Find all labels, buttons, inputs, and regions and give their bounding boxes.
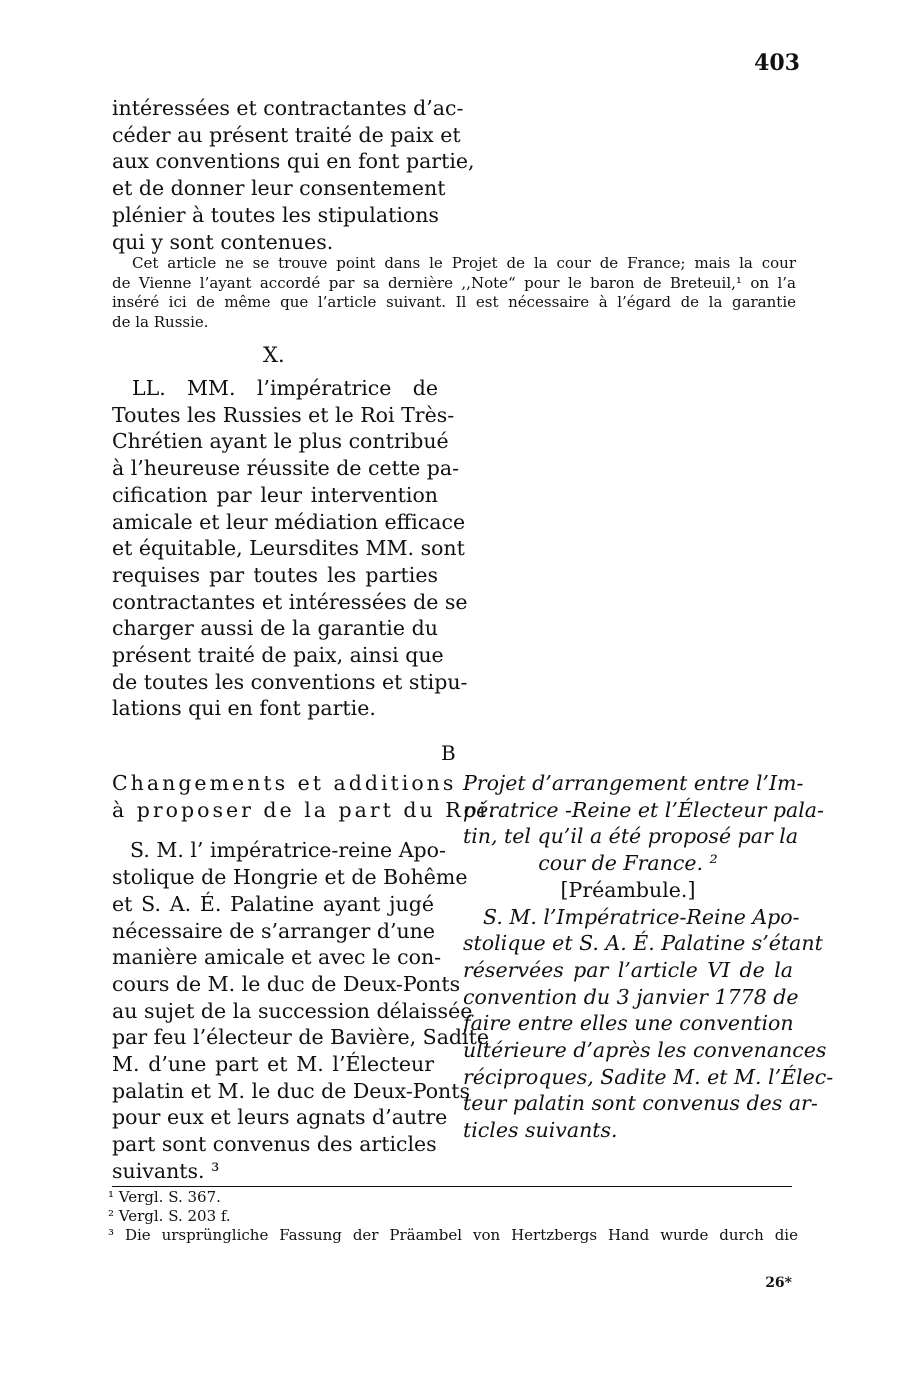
footnote: ¹ Vergl. S. 367.: [108, 1188, 221, 1206]
section-b-heading: B: [441, 741, 456, 765]
note-line: inséré ici de même que l’article suivant. Il est nécessaire à l’égard de la garantie: [112, 293, 796, 312]
text-line: suivants. ³: [112, 1158, 220, 1183]
text-line: S. M. l’ impératrice-reine Apo-: [130, 838, 446, 863]
signature-mark: 26*: [765, 1275, 792, 1291]
text-line: qui y sont contenues.: [112, 229, 334, 254]
text-line: Chrétien ayant le plus contribué: [112, 429, 449, 454]
text-line: S. M. l’Impératrice-Reine Apo-: [483, 904, 800, 929]
text-line: palatin et M. le duc de Deux-Ponts: [112, 1078, 471, 1103]
note-line: de la Russie.: [112, 313, 209, 332]
right-column-projet: [463, 770, 834, 1144]
text-line: M. d’une part et M. l’Électeur: [112, 1052, 434, 1077]
text-line: LL. MM. l’impératrice de: [132, 376, 438, 400]
text-line: et S. A. É. Palatine ayant jugé: [112, 891, 434, 916]
footnotes: [108, 1188, 798, 1245]
text-line: Toutes les Russies et le Roi Très-: [112, 402, 455, 427]
article-x-heading: X.: [263, 343, 285, 367]
footnote: ² Vergl. S. 203 f.: [108, 1207, 231, 1225]
footnote-rule: [112, 1186, 792, 1187]
text-line: stolique et S. A. É. Palatine s’étant: [463, 931, 823, 956]
text-line: cours de M. le duc de Deux-Ponts: [112, 971, 461, 996]
text-line: requises par toutes les parties: [112, 562, 438, 587]
left-column-title-line: Changements et additions: [112, 771, 457, 795]
text-line: intéressées et contractantes d’ac-: [112, 96, 464, 120]
text-line: convention du 3 janvier 1778 de: [463, 984, 799, 1009]
text-line: par feu l’électeur de Bavière, Sadite: [112, 1025, 489, 1050]
text-line: au sujet de la succession délaissée: [112, 998, 473, 1023]
text-line: amicale et leur médiation efficace: [112, 509, 466, 534]
editorial-note: [112, 254, 796, 333]
right-column-title-line: Projet d’arrangement entre l’Im-: [463, 771, 804, 795]
text-line: stolique de Hongrie et de Bohême: [112, 865, 468, 890]
text-line: et équitable, Leursdites MM. sont: [112, 536, 465, 561]
right-column-title-line: cour de France. ²: [538, 851, 718, 876]
text-line: de toutes les conventions et stipu-: [112, 669, 468, 694]
text-line: réservées par l’article VI de la: [463, 957, 793, 982]
note-line: Cet article ne se trouve point dans le Projet de la cour de France; mais la cour: [132, 254, 796, 272]
text-line: plénier à toutes les stipulations: [112, 202, 439, 227]
text-line: réciproques, Sadite M. et M. l’Élec-: [463, 1064, 834, 1089]
text-line: cification par leur intervention: [112, 482, 438, 507]
text-line: ultérieure d’après les convenances: [463, 1038, 827, 1063]
text-line: charger aussi de la garantie du: [112, 616, 438, 641]
text-line: lations qui en font partie.: [112, 696, 376, 721]
text-line: teur palatin sont convenus des ar-: [463, 1091, 818, 1116]
right-column-title-line: tin, tel qu’il a été proposé par la: [463, 824, 799, 849]
text-line: contractantes et intéressées de se: [112, 589, 468, 614]
text-line: ticles suivants.: [463, 1118, 618, 1143]
preamble-label: [Préambule.]: [560, 877, 696, 902]
top-column-text: [112, 95, 475, 255]
footnote: ³ Die ursprüngliche Fassung der Präambel von Hertzbergs Hand wurde durch die: [108, 1226, 798, 1244]
right-column-title-line: pératrice -Reine et l’Électeur pala-: [463, 797, 824, 822]
text-line: pour eux et leurs agnats d’autre: [112, 1105, 448, 1130]
article-x-text: [112, 375, 468, 722]
text-line: part sont convenus des articles: [112, 1132, 437, 1157]
text-line: nécessaire de s’arranger d’une: [112, 918, 436, 943]
left-column-title-line: à proposer de la part du Roi.: [112, 797, 499, 822]
left-column-changes: [112, 770, 499, 1185]
text-line: céder au présent traité de paix et: [112, 122, 461, 147]
text-line: et de donner leur consentement: [112, 176, 446, 201]
text-line: manière amicale et avec le con-: [112, 945, 442, 970]
text-line: présent traité de paix, ainsi que: [112, 643, 444, 668]
text-line: aux conventions qui en font partie,: [112, 149, 475, 174]
page-number: 403: [754, 50, 800, 76]
text-line: faire entre elles une convention: [463, 1011, 794, 1036]
note-line: de Vienne l’ayant accordé par sa dernière ,,Note“ pour le baron de Breteuil,¹ on l’a: [112, 273, 796, 292]
text-line: à l’heureuse réussite de cette pa-: [112, 456, 460, 481]
